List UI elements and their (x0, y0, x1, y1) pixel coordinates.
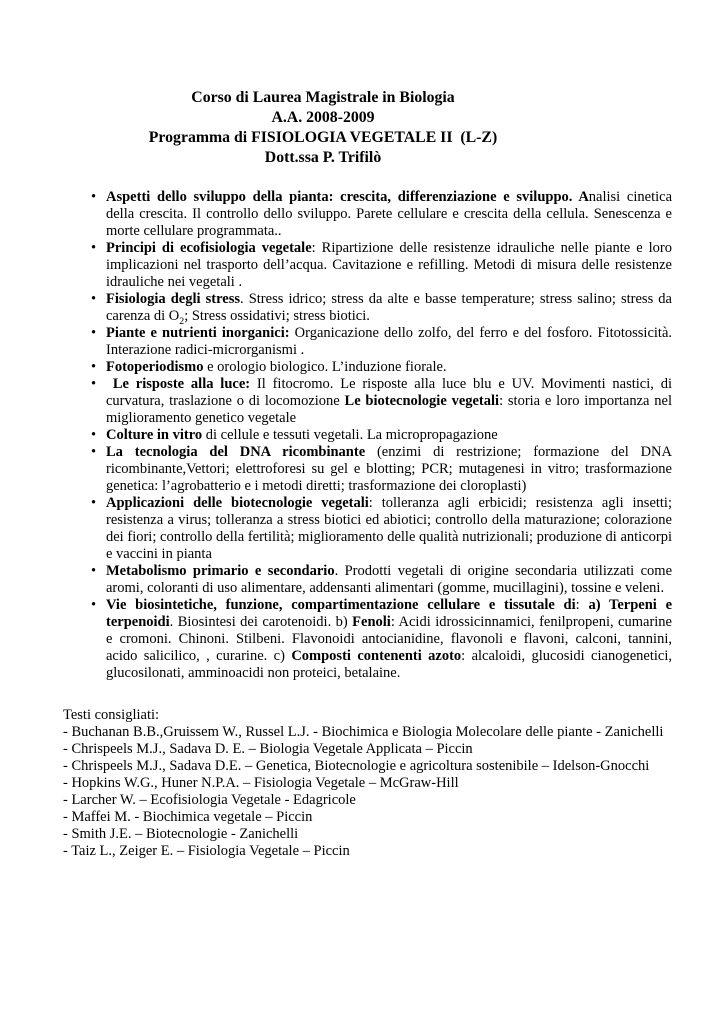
topic-item (63, 427, 672, 444)
bullet-icon: • (91, 359, 97, 375)
bullet-icon: • (91, 495, 97, 511)
topic-item (63, 444, 672, 495)
topic-text: Applicazioni delle biotecnologie vegetali: tolleranza agli erbicidi; resistenza agli insetti; resistenza a virus; tolleranza a stress biotici ed abiotici; controllo della maturazione; colorazione dei fiori; controllo della fertilità; miglioramento delle qualità nutrizionali; produzione di anticorpi e vaccini in pianta (106, 495, 672, 562)
academic-year: A.A. 2008-2009 (271, 109, 375, 126)
topic-text: La tecnologia del DNA ricombinante (enzimi di restrizione; formazione del DNA ricombinante,Vettori; elettroforesi su gel e blotting; PCR; mutagenesi in vitro; trasformazione genetica: l’agrobatterio e i metodi diretti; trasformazione dei cloroplasti) (106, 444, 672, 494)
bullet-icon: • (91, 376, 97, 392)
course-topics-list (63, 189, 672, 682)
topic-text: Metabolismo primario e secondario. Prodotti vegetali di origine secondaria utilizzati come aromi, coloranti di uso alimentare, addensanti alimentari (gomme, mucillagini), tossine e veleni. (106, 563, 672, 596)
reference-item: - Larcher W. – Ecofisiologia Vegetale - Edagricole (63, 792, 356, 808)
topic-text: Aspetti dello sviluppo della pianta: crescita, differenziazione e sviluppo. Analisi cinetica della crescita. Il controllo dello sviluppo. Parete cellulare e crescita della cellula. Senescenza e morte cellulare programmata.. (106, 189, 673, 239)
reference-item: - Smith J.E. – Biotecnologie - Zanichelli (63, 826, 299, 842)
recommended-texts-section (63, 707, 672, 860)
reference-item: - Chrispeels M.J., Sadava D. E. – Biologia Vegetale Applicata – Piccin (63, 741, 473, 757)
topic-item (63, 240, 672, 291)
topic-item (63, 495, 672, 563)
bullet-icon: • (91, 597, 97, 613)
topic-item (63, 376, 672, 427)
topic-item (63, 291, 672, 325)
topic-text: Fisiologia degli stress. Stress idrico; stress da alte e basse temperature; stress salino; stress da carenza di $O_2$; Stress ossidativi; stress biotici. (106, 291, 672, 327)
program-title: Programma di FISIOLOGIA VEGETALE II (L-Z) (148, 129, 498, 146)
bullet-icon: • (91, 240, 97, 256)
topic-text: Colture in vitro di cellule e tessuti vegetali. La micropropagazione (106, 427, 498, 443)
topic-text: Piante e nutrienti inorganici: Organicazione dello zolfo, del ferro e del fosforo. Fitotossicità. Interazione radici-microrganismi . (106, 325, 673, 358)
bullet-icon: • (91, 563, 97, 579)
bullet-icon: • (91, 291, 97, 307)
bullet-icon: • (91, 444, 97, 460)
reference-item: - Taiz L., Zeiger E. – Fisiologia Vegetale – Piccin (63, 843, 350, 859)
document-title-block (63, 88, 583, 168)
reference-item: - Chrispeels M.J., Sadava D.E. – Genetica, Biotecnologie e agricoltura sostenibile – Idelson-Gnocchi (63, 758, 650, 774)
reference-item: - Buchanan B.B.,Gruissem W., Russel L.J. - Biochimica e Biologia Molecolare delle piante - Zanichelli (63, 724, 664, 740)
topic-text: Fotoperiodismo e orologio biologico. L’induzione fiorale. (106, 359, 447, 375)
topic-item (63, 325, 672, 359)
topic-item (63, 189, 672, 240)
bullet-icon: • (91, 427, 97, 443)
topic-item (63, 563, 672, 597)
topic-item (63, 359, 672, 376)
references-heading: Testi consigliati: (63, 707, 160, 723)
topic-item (63, 597, 672, 682)
reference-item: - Hopkins W.G., Huner N.P.A. – Fisiologia Vegetale – McGraw-Hill (63, 775, 459, 791)
bullet-icon: • (91, 189, 97, 205)
reference-item: - Maffei M. - Biochimica vegetale – Piccin (63, 809, 313, 825)
topic-text: Le risposte alla luce: Il fitocromo. Le risposte alla luce blu e UV. Movimenti nastici, di curvatura, traslazione o di locomozione Le biotecnologie vegetali: storia e loro importanza nel miglioramento genetico vegetale (106, 376, 672, 426)
lecturer-name: Dott.ssa P. Trifilò (264, 149, 382, 166)
topic-text: Principi di ecofisiologia vegetale: Ripartizione delle resistenze idrauliche nelle piante e loro implicazioni nel trasporto dell’acqua. Cavitazione e refilling. Metodi di misura delle resistenze idrauliche nei vegetali . (106, 240, 672, 290)
bullet-icon: • (91, 325, 97, 341)
topic-text: Vie biosintetiche, funzione, compartimentazione cellulare e tissutale di: a) Terpeni e terpenoidi. Biosintesi dei carotenoidi. b) Fenoli: Acidi idrossicinnamici, fenilpropeni, cumarine e cromoni. Chinoni. Stilbeni. Flavonoidi antocianidine, flavonoli e flavoni, calconi, tannini, acido salicilico, , curarine. c) Composti contenenti azoto: alcaloidi, glucosidi cianogenetici, glucosilonati, amminoacidi non proteici, betalaine. (106, 597, 673, 681)
course-name: Corso di Laurea Magistrale in Biologia (191, 89, 455, 106)
references-list (63, 724, 672, 860)
